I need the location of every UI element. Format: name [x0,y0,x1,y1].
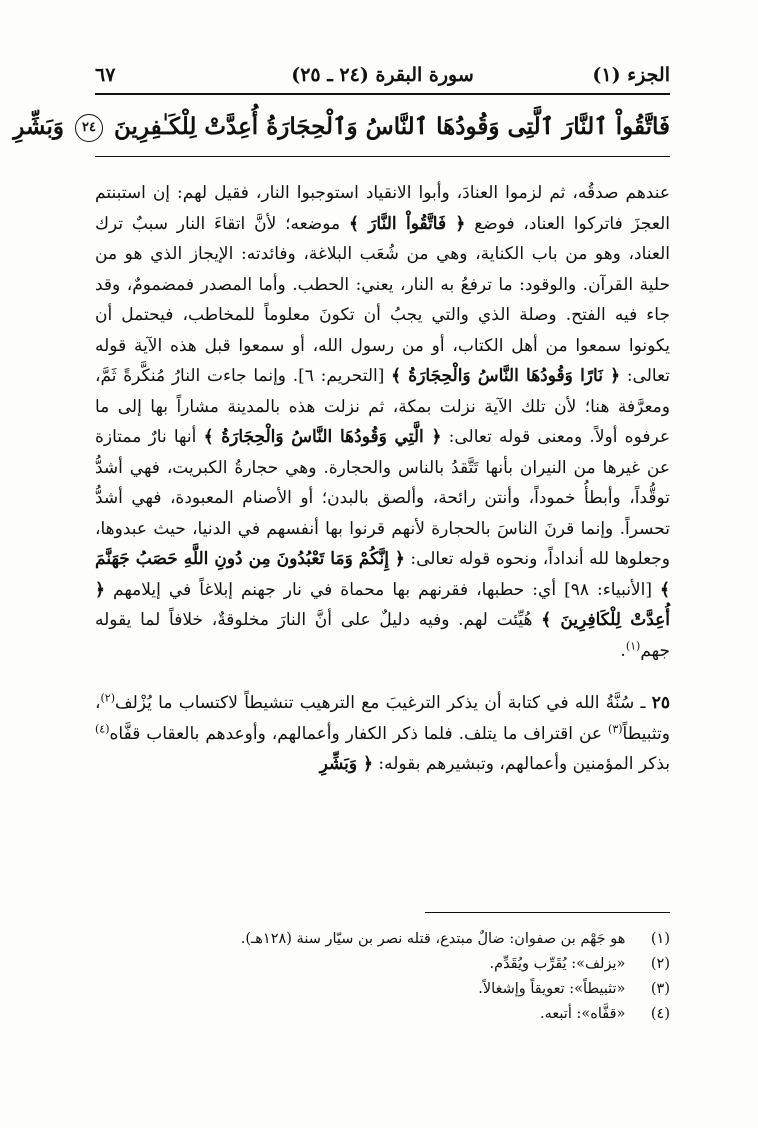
footnote-number: (٤) [650,1006,670,1022]
footnote-reference[interactable]: (٤) [95,721,110,735]
footnote-number: (١) [650,931,670,947]
text-segment: عن اقتراف ما يتلف. فلما ذكر الكفار وأعمالهم، وأوعدهم بالعقاب قفَّاه [109,723,603,744]
quoted-ayah: ﴿ الَّتِي وَقُودُهَا النَّاسُ وَالْحِجَارَةُ ﴾ [203,427,442,447]
quoted-ayah: ﴿ نَارًا وَقُودُهَا النَّاسُ وَالْحِجَارَةُ ﴾ [391,366,621,386]
quoted-ayah: ﴿ فَاتَّقُواْ النَّارَ ﴾ [348,213,466,234]
text-segment: بذكر المؤمنين وأعمالهم، وتبشيرهم بقوله: [378,754,670,774]
text-segment: أنها نارٌ ممتازة عن غيرها من النيران بأنها تَتَّقدُ بالناس والحجارة. وهي حجارةُ الكبريت، فهي أشدُّ توقُّداً، وأبطأُ خموداً، وأنتن رائحة، وألصق بالبدن؛ أو الأصنام المعبودة، فهي أشدُّ تحسراً. وإنما قرنَ الناسَ بالحجارة لأنهم قرنوا بها أنفسهم في الدنيا، حيث عبدوها، وجعلوها لله أنداداً، ونحوه قوله تعالى: [95,427,670,569]
surah-title: سورة البقرة (٢٤ ـ ٢٥) [291,64,474,86]
footnote-text: «تثبيطاً»: تعويقاً وإشغالاً. [478,981,626,997]
quoted-ayah: ﴿ وَبَشِّرِ [319,754,373,774]
footnote-text: «قفَّاه»: أتبعه. [540,1006,626,1022]
text-segment: ـ سُنَّةُ الله في كتابة أن يذكر الترغيبَ مع الترهيب تنشيطاً لاكتساب ما يُزْلف [115,693,646,713]
quoted-ayah: ﴿ أُعِدَّتْ لِلْكَافِرِينَ ﴾ [95,579,670,630]
commentary-body [95,178,670,780]
footnote-separator [425,912,670,913]
part-label: الجزء (١) [592,64,670,86]
text-segment: عندهم صدقُه، ثم لزموا العنادَ، وأبوا الانقياد استوجبوا النار، فقيل لهم: إن استبنتم العجزَ فاتركوا العناد، فوضع [95,183,670,234]
text-segment: ، وتثبيطاً [95,693,671,744]
commentary-paragraph [95,688,670,780]
footnote-reference[interactable]: (٢) [100,691,116,705]
verse-number-label: ٢٥ [651,693,671,713]
footnote-number: (٢) [650,956,670,972]
footnote-item [95,1002,670,1027]
text-segment: [التحريم: ٦]. وإنما جاءت النارُ مُنكَّرةً ثَمَّ، ومعرَّفة هنا؛ لأن تلك الآية نزلت بمكة، ثم نزلت هذه بالمدينة مشاراً بها إلى ما عرفوه أولاً. ومعنى قوله تعالى: [95,366,671,447]
footnote-item [95,952,670,977]
quran-verse [13,102,670,152]
verse-continuation: وَبَشِّرِ [13,113,65,140]
text-segment: هُيِّئت لهم. وفيه دليلٌ على أنَّ النارَ مخلوقةٌ، خلافاً لما يقوله جهم [95,610,670,661]
text-segment: . [620,640,626,661]
running-header [95,60,670,90]
page-number: ٦٧ [95,64,116,86]
footnote-item [95,977,670,1002]
footnote-reference[interactable]: (١) [625,638,641,652]
footnote-number: (٣) [650,981,670,997]
commentary-paragraph [95,178,670,666]
verse-text: فَاتَّقُواْ ٱلنَّارَ ٱلَّتِى وَقُودُهَا ٱلنَّاسُ وَٱلْحِجَارَةُ أُعِدَّتْ لِلْكَـٰفِرِينَ [114,113,670,140]
quoted-ayah: ﴿ إِنَّكُمْ وَمَا تَعْبُدُونَ مِن دُونِ اللَّهِ حَصَبُ جَهَنَّمَ ﴾ [95,549,671,600]
text-segment: موضعه؛ لأنَّ اتقاءَ النار سببٌ ترك العناد، وهو من باب الكناية، وهي من شُعَب البلاغة، وفائدته: الإيجاز الذي هو من حلية القرآن. والوقود: ما ترفعُ به النار، يعني: الحطب. وأما المصدر فمضمومٌ، وقد جاء فيه الفتح. وصلة الذي والتي يجبُ أن تكونَ معلوماً للمخاطب، فيحتمل أن يكونوا سمعوا من أهل الكتاب، أو من رسول الله، أو سمعوا قبل هذه الآية قوله تعالى: [95,213,671,386]
footnote-text: هو جَهْم بن صفوان: ضالٌ مبتدع، قتله نصر بن سيّار سنة (١٢٨هـ). [240,931,626,947]
verse-rule [95,156,670,157]
footnote-reference[interactable]: (٣) [608,721,623,735]
text-segment: [الأنبياء: ٩٨] أي: حطبها، فقرنهم بها محماة في نار جهنم إبلاغاً في إيلامهم [113,579,652,600]
footnotes [95,927,670,1027]
verse-number-marker: ٢٤ [75,114,103,142]
footnote-item [95,927,670,952]
footnote-text: «يزلف»: يُقَرِّب ويُقَدِّم. [489,956,626,972]
header-rule [95,93,670,95]
